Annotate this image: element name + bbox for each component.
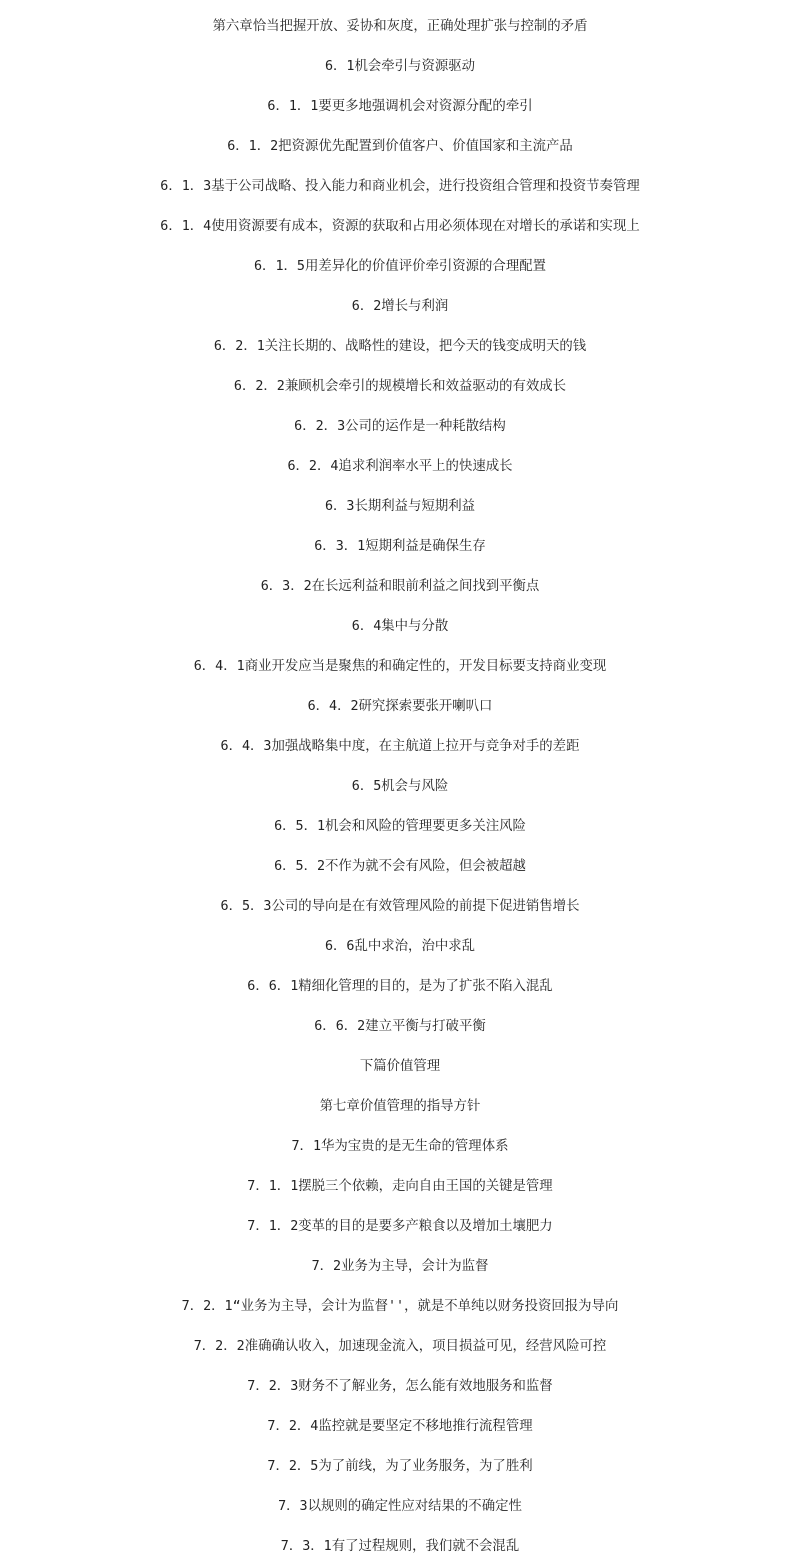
toc-section-heading: 6．4集中与分散 bbox=[351, 619, 449, 634]
toc-subsection: 6．3．1短期利益是确保生存 bbox=[314, 539, 486, 554]
toc-subsection: 6．2．4追求利润率水平上的快速成长 bbox=[287, 459, 513, 474]
toc-subsection: 6．1．1要更多地强调机会对资源分配的牵引 bbox=[267, 99, 533, 114]
toc-subsection: 6．1．3基于公司战略、投入能力和商业机会，进行投资组合管理和投资节奏管理 bbox=[160, 179, 640, 194]
toc-chapter-heading: 第六章恰当把握开放、妥协和灰度，正确处理扩张与控制的矛盾 bbox=[212, 19, 588, 34]
toc-section-heading: 7．1华为宝贵的是无生命的管理体系 bbox=[291, 1139, 509, 1154]
toc-section-heading: 7．2业务为主导，会计为监督 bbox=[311, 1259, 489, 1274]
toc-section-heading: 7．3以规则的确定性应对结果的不确定性 bbox=[278, 1499, 522, 1514]
toc-subsection: 7．2．4监控就是要坚定不移地推行流程管理 bbox=[267, 1419, 533, 1434]
table-of-contents bbox=[0, 7, 800, 1567]
toc-chapter-heading: 第七章价值管理的指导方针 bbox=[319, 1099, 481, 1114]
toc-subsection: 7．2．1“业务为主导，会计为监督''，就是不单纯以财务投资回报为导向 bbox=[181, 1299, 619, 1314]
toc-subsection: 6．4．3加强战略集中度，在主航道上拉开与竞争对手的差距 bbox=[220, 739, 580, 754]
toc-subsection: 6．1．2把资源优先配置到价值客户、价值国家和主流产品 bbox=[227, 139, 573, 154]
toc-subsection: 6．2．2兼顾机会牵引的规模增长和效益驱动的有效成长 bbox=[233, 379, 567, 394]
toc-subsection: 6．1．5用差异化的价值评价牵引资源的合理配置 bbox=[254, 259, 546, 274]
toc-subsection: 6．2．1关注长期的、战略性的建设，把今天的钱变成明天的钱 bbox=[213, 339, 587, 354]
toc-subsection: 6．5．2不作为就不会有风险，但会被超越 bbox=[274, 859, 526, 874]
toc-subsection: 7．2．5为了前线，为了业务服务，为了胜利 bbox=[267, 1459, 533, 1474]
toc-subsection: 6．4．1商业开发应当是聚焦的和确定性的，开发目标要支持商业变现 bbox=[193, 659, 607, 674]
toc-section-heading: 6．3长期利益与短期利益 bbox=[324, 499, 476, 514]
toc-subsection: 7．2．3财务不了解业务，怎么能有效地服务和监督 bbox=[247, 1379, 553, 1394]
toc-subsection: 6．3．2在长远利益和眼前利益之间找到平衡点 bbox=[260, 579, 540, 594]
toc-subsection: 6．6．1精细化管理的目的，是为了扩张不陷入混乱 bbox=[247, 979, 553, 994]
toc-subsection: 6．5．1机会和风险的管理要更多关注风险 bbox=[274, 819, 526, 834]
toc-section-heading: 6．2增长与利润 bbox=[351, 299, 449, 314]
toc-subsection: 7．1．2变革的目的是要多产粮食以及增加土壤肥力 bbox=[247, 1219, 553, 1234]
toc-subsection: 6．2．3公司的运作是一种耗散结构 bbox=[294, 419, 506, 434]
toc-subsection: 6．4．2研究探索要张开喇叭口 bbox=[307, 699, 493, 714]
toc-part-heading: 下篇价值管理 bbox=[359, 1059, 441, 1074]
toc-subsection: 6．6．2建立平衡与打破平衡 bbox=[314, 1019, 486, 1034]
toc-section-heading: 6．5机会与风险 bbox=[351, 779, 449, 794]
toc-section-heading: 6．6乱中求治，治中求乱 bbox=[324, 939, 476, 954]
toc-subsection: 6．1．4使用资源要有成本，资源的获取和占用必须体现在对增长的承诺和实现上 bbox=[160, 219, 640, 234]
toc-subsection: 7．2．2准确确认收入，加速现金流入，项目损益可见，经营风险可控 bbox=[193, 1339, 607, 1354]
toc-subsection: 6．5．3公司的导向是在有效管理风险的前提下促进销售增长 bbox=[220, 899, 580, 914]
toc-subsection: 7．3．1有了过程规则，我们就不会混乱 bbox=[280, 1539, 520, 1554]
toc-section-heading: 6．1机会牵引与资源驱动 bbox=[324, 59, 476, 74]
toc-subsection: 7．1．1摆脱三个依赖，走向自由王国的关键是管理 bbox=[247, 1179, 553, 1194]
